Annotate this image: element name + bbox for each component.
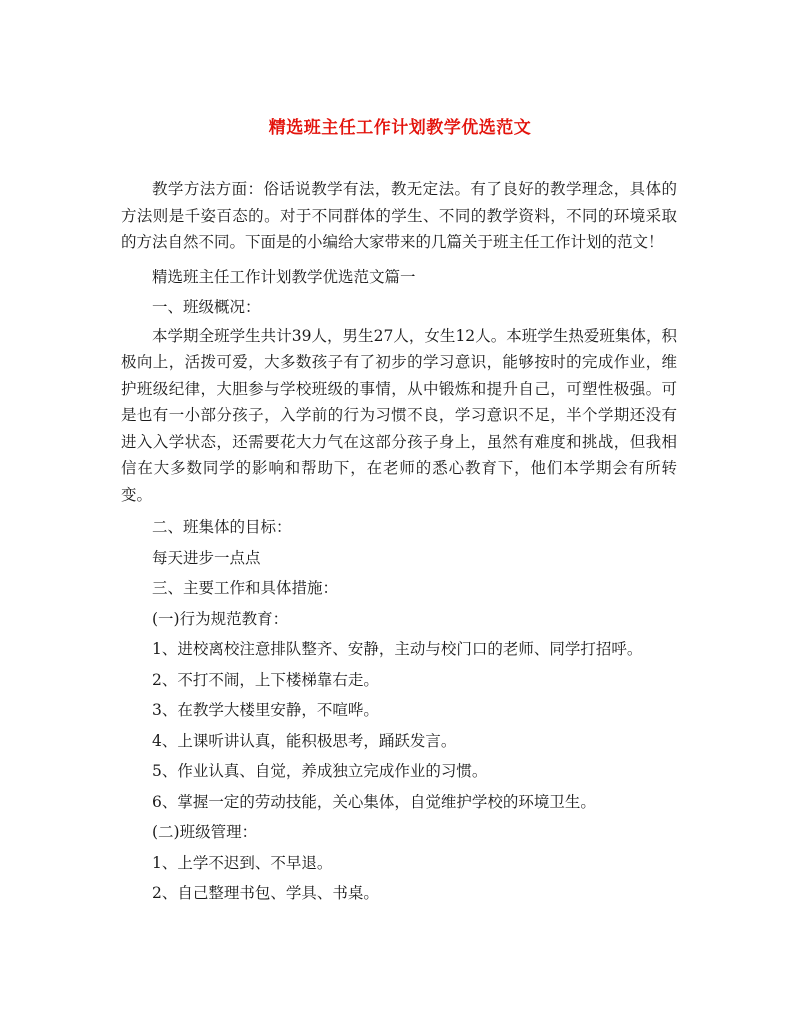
section1-heading: 一、班级概况： xyxy=(152,298,261,316)
section2-heading: 二、班集体的目标： xyxy=(152,518,292,536)
section3-heading: 三、主要工作和具体措施： xyxy=(152,579,339,597)
subsection2-heading: (二)班级管理： xyxy=(152,823,258,841)
list-item: 4、上课听讲认真，能积极思考，踊跃发言。 xyxy=(152,731,457,750)
section2-body: 每天进步一点点 xyxy=(152,548,261,567)
subsection1-heading: (一)行为规范教育： xyxy=(152,609,289,628)
article-heading: 精选班主任工作计划教学优选范文篇一 xyxy=(152,267,416,286)
list-item: 1、进校离校注意排队整齐、安静，主动与校门口的老师、同学打招呼。 xyxy=(152,640,643,658)
section1-paragraph: 本学期全班学生共计39人，男生27人，女生12人。本班学生热爱班集体，积极向上，活拨可爱，大多数孩子有了初步的学习意识，能够按时的完成作业，维护班级纪律，大胆参与学校班级的事情，从中锻炼和提升自己，可塑性极强。可是也有一小部分孩子，入学前的行为习惯不良，学习意识不足，半个学期还没有进入入学状态，还需要花大力气在这部分孩子身上，虽然有难度和挑战，但我相信在大多数同学的影响和帮助下，在老师的悉心教育下，他们本学期会有所转变。 xyxy=(121,326,677,504)
list-item: 1、上学不迟到、不早退。 xyxy=(152,853,333,872)
document-title: 精选班主任工作计划教学优选范文 xyxy=(268,118,532,138)
document-body xyxy=(121,176,677,909)
list-item: 6、掌握一定的劳动技能，关心集体，自觉维护学校的环境卫生。 xyxy=(152,792,596,811)
list-item: 2、不打不闹，上下楼梯靠右走。 xyxy=(152,670,379,689)
list-item: 5、作业认真、自觉，养成独立完成作业的习惯。 xyxy=(152,762,488,780)
intro-paragraph: 教学方法方面：俗话说教学有法，教无定法。有了良好的教学理念，具体的方法则是千姿百态的。对于不同群体的学生、不同的教学资料，不同的环境采取的方法自然不同。下面是的小编给大家带来的几篇关于班主任工作计划的范文！ xyxy=(121,180,677,251)
list-item: 3、在教学大楼里安静，不喧哗。 xyxy=(152,701,379,719)
list-item: 2、自己整理书包、学具、书桌。 xyxy=(152,884,379,902)
